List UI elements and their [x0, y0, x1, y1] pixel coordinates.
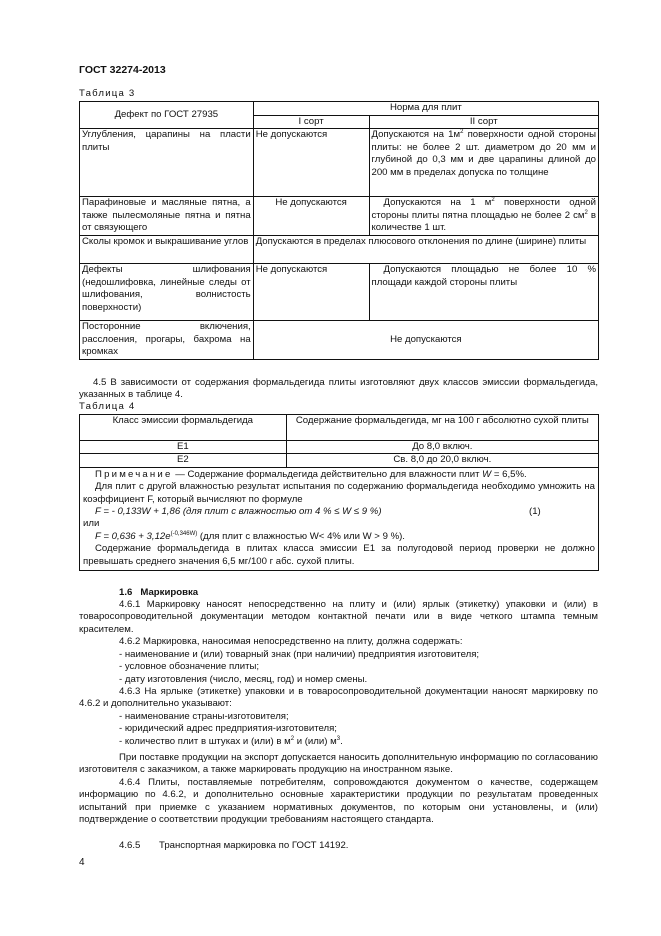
- table4: [79, 414, 599, 571]
- table4-notes-row: [80, 467, 599, 570]
- table3-defect-cell: Дефекты шлифования (недошлифовка, линейные следы от шлифования, волнистость поверхности): [80, 264, 254, 321]
- list-item: - количество плит в штуках и (или) в $м^2$ и (или) $м^3$.: [119, 736, 343, 747]
- table3-merged-cell: Не допускаются: [253, 321, 598, 359]
- table3-defect-cell: Парафиновые и масляные пятна, а также пылесмоляные пятна и пятна от связующего: [80, 197, 254, 236]
- table3-header-sort2: II сорт: [369, 116, 599, 129]
- table3-defect-cell: Посторонние включения, расслоения, прогары, бахрома на кромках: [80, 321, 254, 359]
- standard-header: ГОСТ 32274-2013: [79, 64, 166, 76]
- table-row: [80, 129, 599, 197]
- table3-header-norm: Норма для плит: [253, 102, 598, 116]
- list-item: - наименование страны-изготовителя;: [119, 711, 289, 722]
- paragraph-4-6-5: 4.6.5 Транспортная маркировка по ГОСТ 14192.: [119, 840, 349, 851]
- paragraph-4-6-4: 4.6.4 Плиты, поставляемые потребителям, сопровождаются документом о качестве, содержащем информацию по 4.6.2, и дополнительно основные характеристики продукции по результатам проведенных испытаний при приемке с указанием нормативных документов, по которым они установлены, и (или) подтверждение о соответствии продукции требованиям настоящего стандарта.: [79, 777, 598, 826]
- table4-value-cell: Св. 8,0 до 20,0 включ.: [286, 454, 598, 467]
- table-row: [80, 197, 599, 236]
- table3-sort2-cell: Допускаются площадью не более 10 % площади каждой стороны плиты: [369, 264, 599, 321]
- table3-header-defect: Дефект по ГОСТ 27935: [80, 102, 254, 129]
- list-item: - юридический адрес предприятия-изготовителя;: [119, 723, 337, 734]
- e1-text: Содержание формальдегида в плитах класса эмиссии Е1 за полугодовой период проверки не должно превышать среднего значения 6,5 мг/100 г абс. сухой плиты.: [83, 543, 595, 567]
- table3-defect-cell: Углубления, царапины на пласти плиты: [80, 129, 254, 197]
- paragraph-export: При поставке продукции на экспорт допускается наносить дополнительную информацию по согласованию изготовителя с заказчиком, а также маркировать продукцию на иностранном языке.: [79, 752, 598, 776]
- paragraph-4-6-2: 4.6.2 Маркировка, наносимая непосредственно на плиту, должна содержать:: [119, 636, 463, 647]
- table3-sort2-cell: Допускаются на 1 $м^2$ поверхности одной стороны плиты пятна площадью не более 2 $см^2$ в количестве 1 шт.: [369, 197, 599, 236]
- table4-header-class: Класс эмиссии формальдегида: [80, 415, 287, 441]
- table4-caption: Таблица 4: [79, 401, 136, 412]
- table4-header-content: Содержание формальдегида, мг на 100 г абсолютно сухой плиты: [286, 415, 598, 441]
- list-item: - условное обозначение плиты;: [119, 661, 260, 672]
- list-item: - дату изготовления (число, месяц, год) и номер смены.: [119, 674, 368, 685]
- table3-sort1-cell: Не допускаются: [253, 197, 369, 236]
- table3-sort1-cell: Не допускаются: [253, 129, 369, 197]
- table-row: [80, 454, 599, 467]
- formula-2: $F = 0,636 + 3,12e^{(-0,346W)}$ (для плит с влажностью W< 4% или W > 9 %).: [95, 530, 405, 542]
- moisture-text: Для плит с другой влажностью результат испытания по содержанию формальдегида необходимо умножить на коэффициент F, который вычисляют по формуле: [83, 481, 595, 505]
- paragraph-4-5: 4.5 В зависимости от содержания формальдегида плиты изготовляют двух классов эмиссии формальдегида, указанных в таблице 4.: [79, 377, 598, 401]
- formula-or: или: [83, 518, 100, 530]
- formula-1-number: (1): [529, 506, 541, 518]
- table-row: [80, 441, 599, 454]
- paragraph-4-6-3: 4.6.3 На ярлыке (этикетке) упаковки и в товаросопроводительной документации наносят маркировку по 4.6.2 и дополнительно указывают:: [79, 686, 598, 710]
- table4-note: Примечание — Содержание формальдегида действительно для влажности плит W = 6,5%.: [95, 468, 527, 480]
- paragraph-4-6-1: 4.6.1 Маркировку наносят непосредственно на плиту и (или) ярлык (этикетку) упаковки и (или) в товаросопроводительной документации методом контактной печати или в виде четкого штампа темным красителем.: [79, 599, 598, 635]
- page-number: 4: [79, 857, 85, 868]
- table4-class-cell: Е1: [80, 441, 287, 454]
- table3-merged-cell: Допускаются в пределах плюсового отклонения по длине (ширине) плиты: [253, 236, 598, 264]
- table3-header-sort1: I сорт: [253, 116, 369, 129]
- section-heading: 1.6 Маркировка: [119, 587, 199, 598]
- table-row: [80, 236, 599, 264]
- table3-sort2-cell: Допускаются на $1м^2$ поверхности одной стороны плиты: не более 2 шт. диаметром до 20 мм и глубиной до 0,3 мм и две царапины длиной до 200 мм в пределах допуска по толщине: [369, 129, 599, 197]
- table-row: [80, 264, 599, 321]
- table-row: [80, 321, 599, 359]
- table4-class-cell: Е2: [80, 454, 287, 467]
- table3-defect-cell: Сколы кромок и выкрашивание углов: [80, 236, 254, 264]
- table3-sort1-cell: Не допускаются: [253, 264, 369, 321]
- list-item: - наименование и (или) товарный знак (при наличии) предприятия изготовителя;: [119, 649, 480, 660]
- formula-1: F = - 0,133W + 1,86 (для плит с влажностью от 4 % ≤ W ≤ 9 %) (1): [95, 506, 541, 518]
- table3: [79, 101, 599, 360]
- table4-value-cell: До 8,0 включ.: [286, 441, 598, 454]
- table3-caption: Таблица 3: [79, 88, 136, 99]
